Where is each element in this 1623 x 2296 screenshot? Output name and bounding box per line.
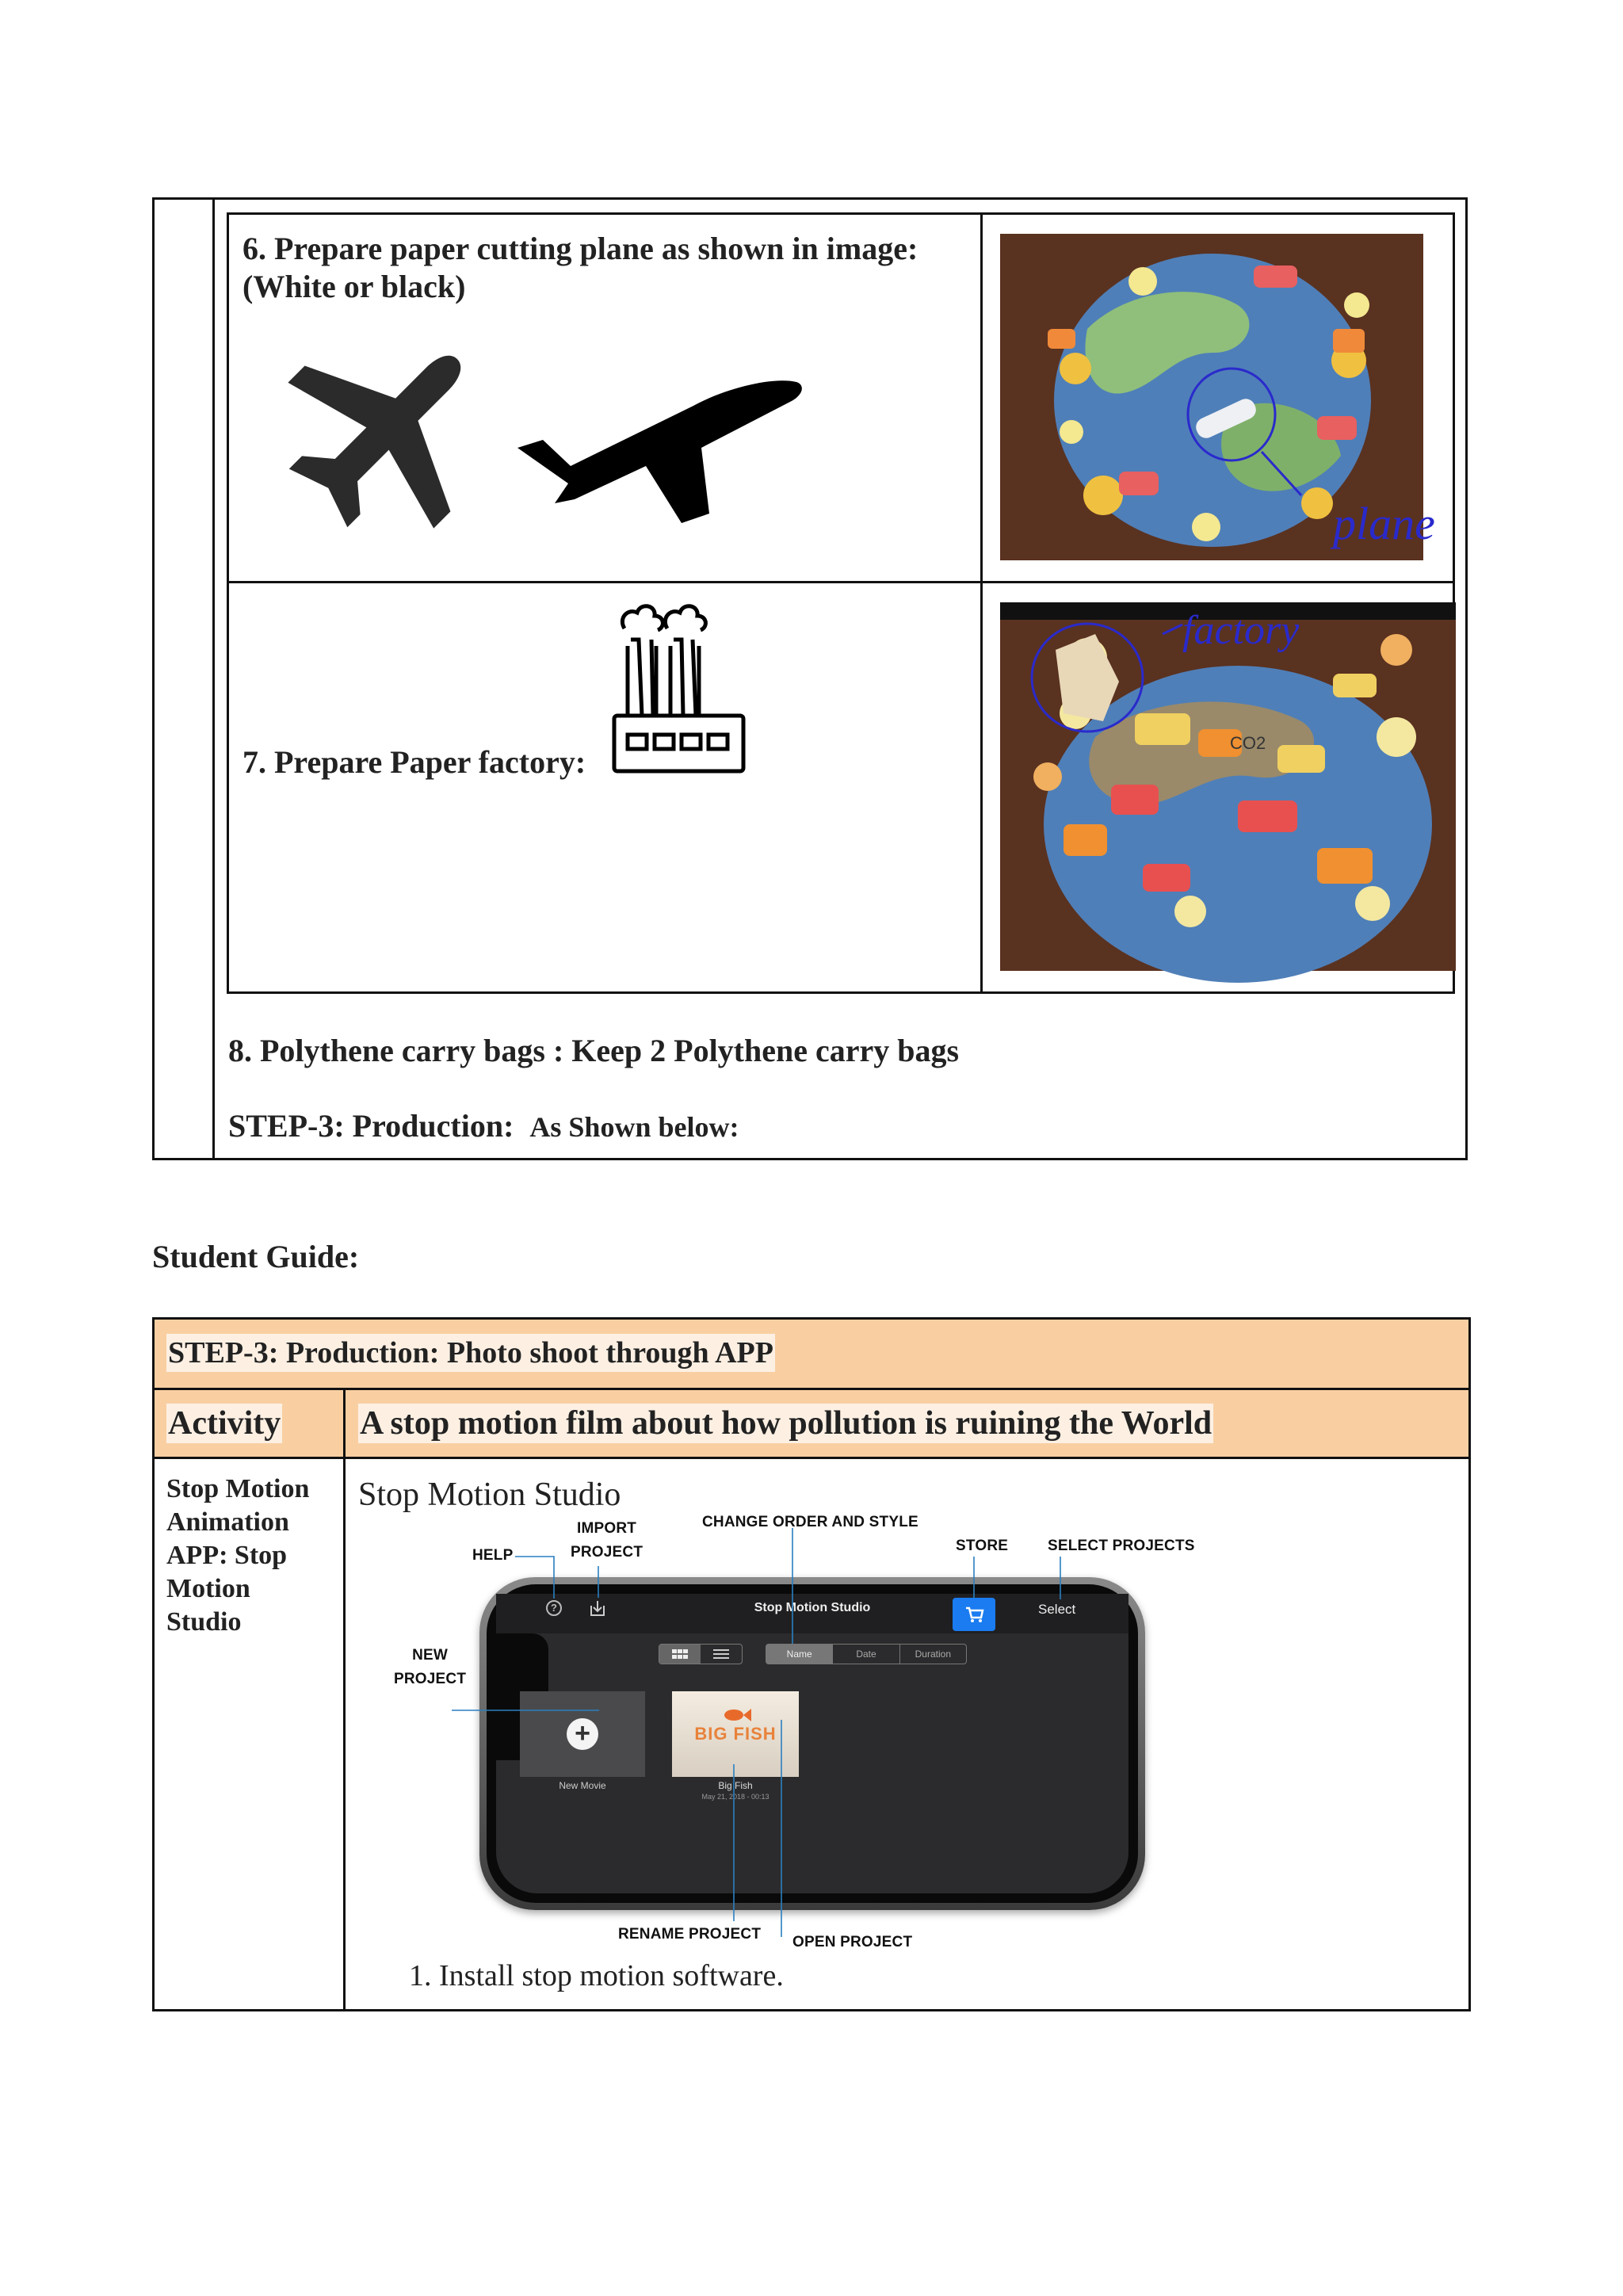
project-name[interactable]: Big Fish [718,1780,753,1791]
callout-change-order: CHANGE ORDER AND STYLE [702,1514,918,1530]
app-name-line: APP: Stop [166,1541,288,1570]
project-date: May 21, 2018 - 00:13 [701,1793,769,1801]
svg-text:factory: factory [1182,608,1300,653]
step3-suffix: As Shown below: [529,1111,739,1143]
callout-help: HELP [472,1547,514,1564]
callout-import-l1: IMPORT [577,1520,637,1537]
svg-text:plane: plane [1333,498,1435,549]
step-1-text: 1. Install stop motion software. [409,1959,784,1992]
svg-text:CO2: CO2 [1230,733,1266,753]
app-name-line: Animation [166,1507,289,1537]
plus-icon[interactable]: + [567,1718,598,1750]
sort-tab-duration[interactable]: Duration [899,1645,966,1664]
app-topbar-title: Stop Motion Studio [754,1601,871,1614]
app-name-line: Motion [166,1574,250,1603]
callout-rename: RENAME PROJECT [618,1926,762,1943]
activity-value: A stop motion film about how pollution is ruining the World [360,1405,1212,1442]
callout-import-l2: PROJECT [571,1544,643,1561]
item6-text: 6. Prepare paper cutting plane as shown in image:(White or black) [242,231,918,304]
activity-label: Activity [168,1405,281,1442]
help-icon[interactable]: ? [546,1600,562,1616]
item7-text: 7. Prepare Paper factory: [242,744,586,780]
sort-tab-date[interactable]: Date [832,1645,899,1664]
callout-open: OPEN PROJECT [792,1934,913,1950]
callout-new-l2: PROJECT [394,1671,467,1687]
select-button[interactable]: Select [1038,1602,1076,1617]
item8-text: 8. Polythene carry bags : Keep 2 Polythene carry bags [228,1033,960,1068]
student-guide-heading: Student Guide: [152,1239,360,1274]
app-name-line: Studio [166,1607,242,1637]
app-title: Stop Motion Studio [358,1477,621,1513]
guide-header-text: STEP-3: Production: Photo shoot through APP [166,1334,775,1372]
step3-prefix: STEP-3: Production: [228,1108,514,1144]
callout-store: STORE [956,1538,1009,1554]
callout-new-l1: NEW [412,1647,449,1664]
app-name-line: Stop Motion [166,1474,310,1503]
new-movie-label: New Movie [559,1780,606,1791]
project-thumb-title: BIG FISH [694,1724,777,1744]
callout-select-projects: SELECT PROJECTS [1048,1538,1195,1554]
sort-tab-name[interactable]: Name [766,1645,832,1664]
